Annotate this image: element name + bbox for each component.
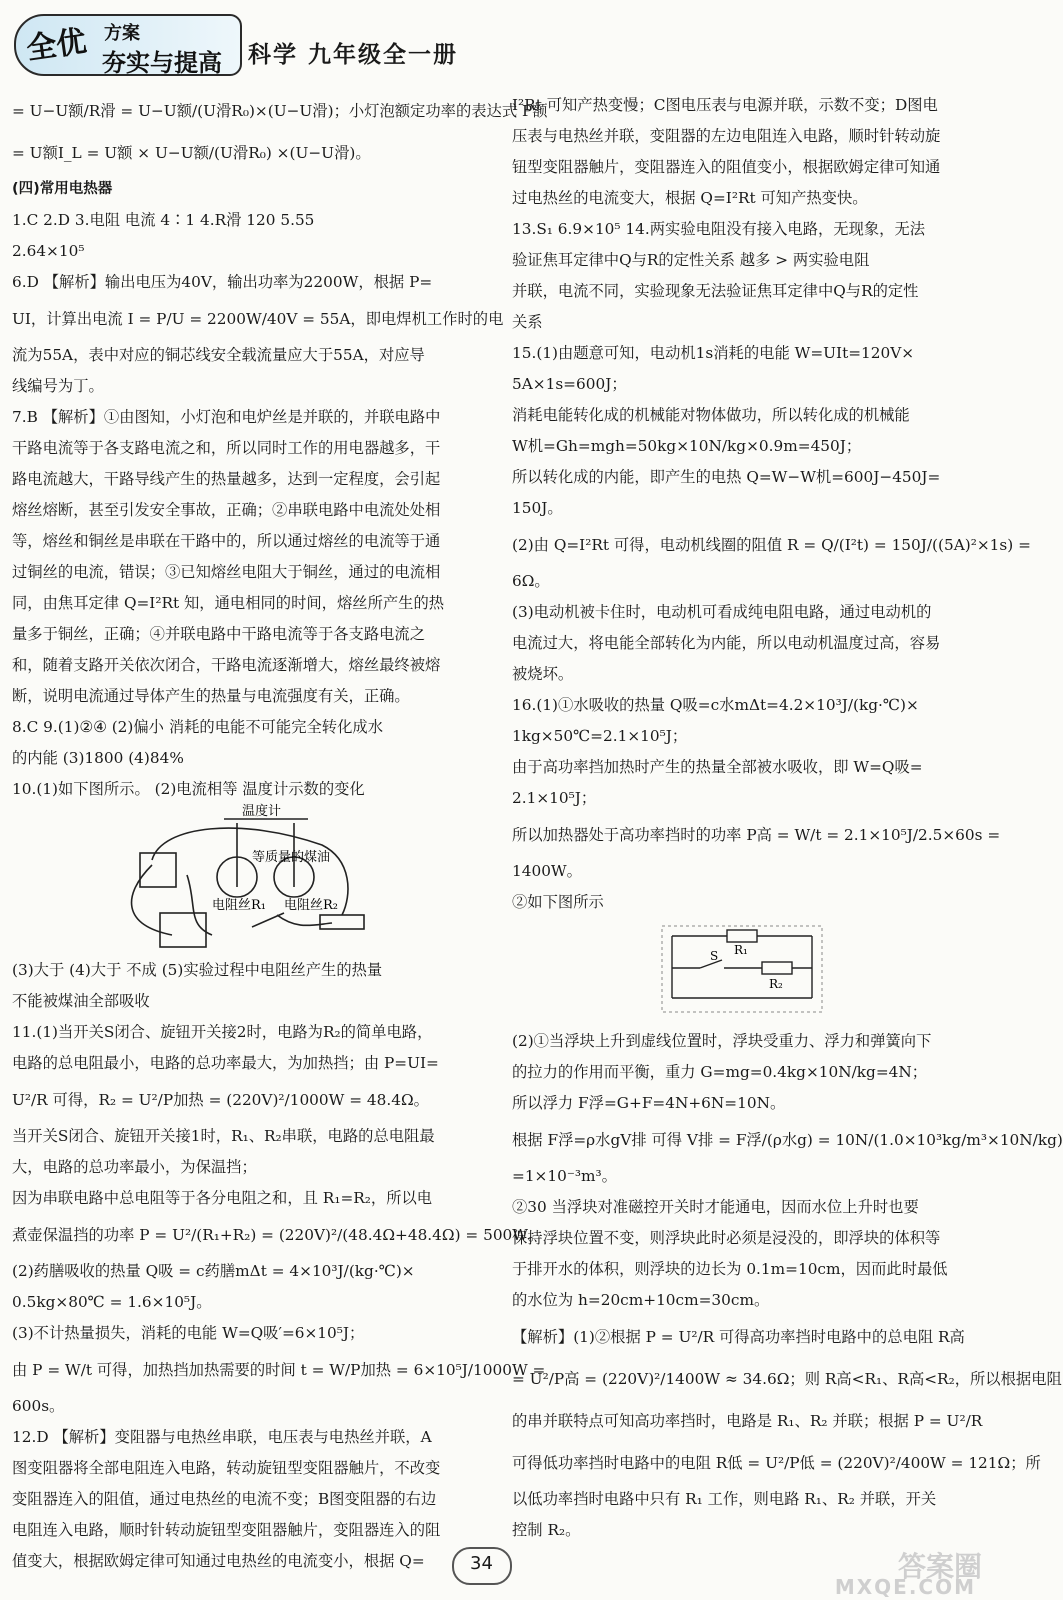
text-line: (3)大于 (4)大于 不成 (5)实验过程中电阻丝产生的热量 (12, 961, 383, 979)
joule-experiment-figure (12, 805, 482, 955)
text-line: (2)①当浮块上升到虚线位置时，浮块受重力、浮力和弹簧向下 (512, 1032, 932, 1050)
r1-label: 电阻丝R₁ (212, 898, 266, 913)
text-line: 同，由焦耳定律 Q=I²Rt 知，通电相同的时间，熔丝所产生的热 (12, 594, 445, 612)
text-line: 路电流越大，干路导线产生的热量越多，达到一定程度，会引起 (12, 470, 441, 488)
text-line: 根据 F浮=ρ水gV排 可得 V排 = F浮/(ρ水g) = 10N/(1.0×10³kg/m³×10N/kg) (512, 1131, 1063, 1149)
text-line: 大，电路的总功率最小，为保温挡； (12, 1158, 257, 1176)
text-line: 线编号为丁。 (12, 377, 104, 395)
text-line: 干路电流等于各支路电流之和，所以同时工作的用电器越多，干 (12, 439, 441, 457)
text-line: =1×10⁻³m³。 (512, 1167, 617, 1185)
text-line: = U额I_L = U额 × U−U额/(U滑R₀) ×(U−U滑)。 (12, 144, 371, 162)
text-line: 并联，电流不同，实验现象无法验证焦耳定律中Q与R的定性 (512, 282, 919, 300)
text-line: 被烧坏。 (512, 665, 574, 683)
text-line: 等，熔丝和铜丝是串联在干路中的，所以通过熔丝的电流等于通 (12, 532, 441, 550)
text-line: 以低功率挡时电路中只有 R₁ 工作，则电路 R₁、R₂ 并联，开关 (512, 1490, 937, 1508)
text-line: 电流过大，将电能全部转化为内能，所以电动机温度过高，容易 (512, 634, 941, 652)
text-line: 12.D 【解析】变阻器与电热丝串联，电压表与电热丝并联，A (12, 1428, 432, 1446)
watermark-url: MXQE.COM (834, 1575, 976, 1599)
text-line: 的内能 (3)1800 (4)84% (12, 749, 184, 767)
text-line: 流为55A，表中对应的铜芯线安全载流量应大于55A，对应导 (12, 346, 425, 364)
parallel-circuit-diagram (512, 918, 982, 1026)
text-line: 的拉力的作用而平衡，重力 G=mg=0.4kg×10N/kg=4N； (512, 1063, 928, 1081)
text-line: (2)药膳吸收的热量 Q吸 = c药膳mΔt = 4×10³J/(kg·℃)× (12, 1262, 415, 1280)
text-line: (2)由 Q=I²Rt 可得，电动机线圈的阻值 R = Q/(I²t) = 150J/((5A)²×1s) = (512, 536, 1031, 554)
text-line: 1400W。 (512, 862, 582, 880)
logo-text-main: 全优 (24, 23, 89, 67)
r1-label: R₁ (734, 943, 748, 957)
logo-text-bottom: 夯实与提高 (102, 49, 222, 77)
text-line: 图变阻器将全部电阻连入电路，转动旋钮型变阻器触片，不改变 (12, 1459, 441, 1477)
text-line: 验证焦耳定律中Q与R的定性关系 越多 > 两实验电阻 (512, 251, 870, 269)
thermometer-label: 温度计 (242, 804, 282, 819)
text-line: 变阻器连入的阻值，通过电热丝的电流不变；B图变阻器的右边 (12, 1490, 437, 1508)
text-line: 所以转化成的内能，即产生的电热 Q=W−W机=600J−450J= (512, 468, 941, 486)
text-line: 2.64×10⁵ (12, 242, 85, 260)
oil-label: 等质量的煤油 (252, 850, 331, 865)
watermark-logo: 答案圈 (897, 1550, 982, 1583)
text-line: 150J。 (512, 499, 563, 517)
text-line: 因为串联电路中总电阻等于各分电阻之和，且 R₁=R₂，所以电 (12, 1189, 433, 1207)
text-line: 1kg×50℃=2.1×10⁵J； (512, 727, 688, 745)
text-line: 的串并联特点可知高功率挡时，电路是 R₁、R₂ 并联；根据 P = U²/R (512, 1412, 983, 1430)
text-line: 当开关S闭合、旋钮开关接1时，R₁、R₂串联，电路的总电阻最 (12, 1127, 435, 1145)
text-line: ②30 当浮块对准磁控开关时才能通电，因而水位上升时也要 (512, 1198, 919, 1216)
text-line: 过铜丝的电流，错误；③已知熔丝电阻大于铜丝，通过的电流相 (12, 563, 441, 581)
text-line: 和，随着支路开关依次闭合，干路电流逐渐增大，熔丝最终被熔 (12, 656, 441, 674)
text-line: (3)不计热量损失，消耗的电能 W=Q吸′=6×10⁵J； (12, 1324, 365, 1342)
text-line: = U−U额/R滑 = U−U额/(U滑R₀)×(U−U滑)；小灯泡额定功率的表达式 P额 (12, 102, 548, 120)
book-title: 科学 九年级全一册 (248, 42, 459, 68)
r2-label: R₂ (769, 977, 783, 991)
text-line: 所以浮力 F浮=G+F=4N+6N=10N。 (512, 1094, 786, 1112)
text-line: 电阻连入电路，顺时针转动旋钮型变阻器触片，变阻器连入的阻 (12, 1521, 441, 1539)
text-line: 所以加热器处于高功率挡时的功率 P高 = W/t = 2.1×10⁵J/2.5×60s = (512, 826, 1001, 844)
text-line: 2.1×10⁵J； (512, 789, 597, 807)
text-line: 可得低功率挡时电路中的电阻 R低 = U²/P低 = (220V)²/400W = 121Ω；所 (512, 1454, 1041, 1472)
text-line: U²/R 可得，R₂ = U²/P加热 = (220V)²/1000W = 48.4Ω。 (12, 1091, 429, 1109)
text-line: 煮壶保温挡的功率 P = U²/(R₁+R₂) = (220V)²/(48.4Ω+48.4Ω) = 500W。 (12, 1226, 544, 1244)
text-line: 过电热丝的电流变大，根据 Q=I²Rt 可知产热变快。 (512, 189, 868, 207)
text-line: (3)电动机被卡住时，电动机可看成纯电阻电路，通过电动机的 (512, 603, 932, 621)
section-heading: (四)常用电热器 (12, 181, 113, 197)
circuit-diagram (12, 805, 482, 955)
heater-circuit-figure (512, 918, 982, 1026)
text-line: 16.(1)①水吸收的热量 Q吸=c水mΔt=4.2×10³J/(kg·℃)× (512, 696, 919, 714)
r2-label: 电阻丝R₂ (284, 898, 338, 913)
text-line: 的水位为 h=20cm+10cm=30cm。 (512, 1291, 770, 1309)
text-line: 13.S₁ 6.9×10⁵ 14.两实验电阻没有接入电路，无现象，无法 (512, 220, 926, 238)
text-line: 量多于铜丝，正确；④并联电路中干路电流等于各支路电流之 (12, 625, 426, 643)
series-logo (14, 14, 242, 76)
text-line: 电路的总电阻最小，电路的总功率最大，为加热挡；由 P=UI= (12, 1054, 439, 1072)
logo-text-top: 方案 (104, 23, 140, 44)
text-line: 0.5kg×80℃ = 1.6×10⁵J。 (12, 1293, 212, 1311)
text-line: 控制 R₂。 (512, 1521, 581, 1539)
text-line: 600s。 (12, 1397, 65, 1415)
text-line: 15.(1)由题意可知，电动机1s消耗的电能 W=UIt=120V× (512, 344, 915, 362)
page-footer (0, 1545, 996, 1600)
text-line: = U²/P高 = (220V)²/1400W ≈ 34.6Ω；则 R高<R₁、R高<R₂，所以根据电阻 (512, 1370, 1062, 1388)
text-line: 10.(1)如下图所示。 (2)电流相等 温度计示数的变化 (12, 780, 365, 798)
text-line: 6Ω。 (512, 572, 550, 590)
text-line: I²Rt 可知产热变慢；C图电压表与电源并联，示数不变；D图电 (512, 96, 938, 114)
text-line: W机=Gh=mgh=50kg×10N/kg×0.9m=450J； (512, 437, 862, 455)
text-line: 5A×1s=600J； (512, 375, 627, 393)
text-line: 熔丝熔断，甚至引发安全事故，正确；②串联电路中电流处处相 (12, 501, 441, 519)
text-line: 【解析】(1)②根据 P = U²/R 可得高功率挡时电路中的总电阻 R高 (512, 1328, 965, 1346)
text-line: 消耗电能转化成的机械能对物体做功，所以转化成的机械能 (512, 406, 910, 424)
text-line: 钮型变阻器触片，变阻器连入的阻值变小，根据欧姆定律可知通 (512, 158, 941, 176)
text-line: 8.C 9.(1)②④ (2)偏小 消耗的电能不可能完全转化成水 (12, 718, 383, 736)
text-line: 值变大，根据欧姆定律可知通过电热丝的电流变小，根据 Q= (12, 1552, 425, 1570)
page-number: 34 (470, 1553, 493, 1574)
text-line: 由于高功率挡加热时产生的热量全部被水吸收，即 W=Q吸= (512, 758, 923, 776)
text-line: 1.C 2.D 3.电阻 电流 4∶1 4.R滑 120 5.55 (12, 211, 315, 229)
text-line: 7.B 【解析】①由图知，小灯泡和电炉丝是并联的，并联电路中 (12, 408, 441, 426)
text-line: 于排开水的体积，则浮块的边长为 0.1m=10cm，因而此时最低 (512, 1260, 948, 1278)
text-line: 由 P = W/t 可得，加热挡加热需要的时间 t = W/P加热 = 6×10⁵J/1000W = (12, 1361, 546, 1379)
text-line: 压表与电热丝并联，变阻器的左边电阻连入电路，顺时针转动旋 (512, 127, 941, 145)
text-line: 不能被煤油全部吸收 (12, 992, 150, 1010)
text-line: 保持浮块位置不变，则浮块此时必须是浸没的，即浮块的体积等 (512, 1229, 941, 1247)
right-column (512, 90, 1063, 1546)
text-line: 断，说明电流通过导体产生的热量与电流强度有关，正确。 (12, 687, 410, 705)
text-line: 11.(1)当开关S闭合、旋钮开关接2时，电路为R₂的简单电路， (12, 1023, 433, 1041)
text-line: 6.D 【解析】输出电压为40V，输出功率为2200W，根据 P= (12, 273, 433, 291)
switch-s-label: S (710, 949, 719, 963)
page-header (0, 0, 996, 88)
text-line: ②如下图所示 (512, 893, 604, 911)
text-line: 关系 (512, 313, 543, 331)
text-line: UI，计算出电流 I = P/U = 2200W/40V = 55A，即电焊机工作时的电 (12, 310, 504, 328)
